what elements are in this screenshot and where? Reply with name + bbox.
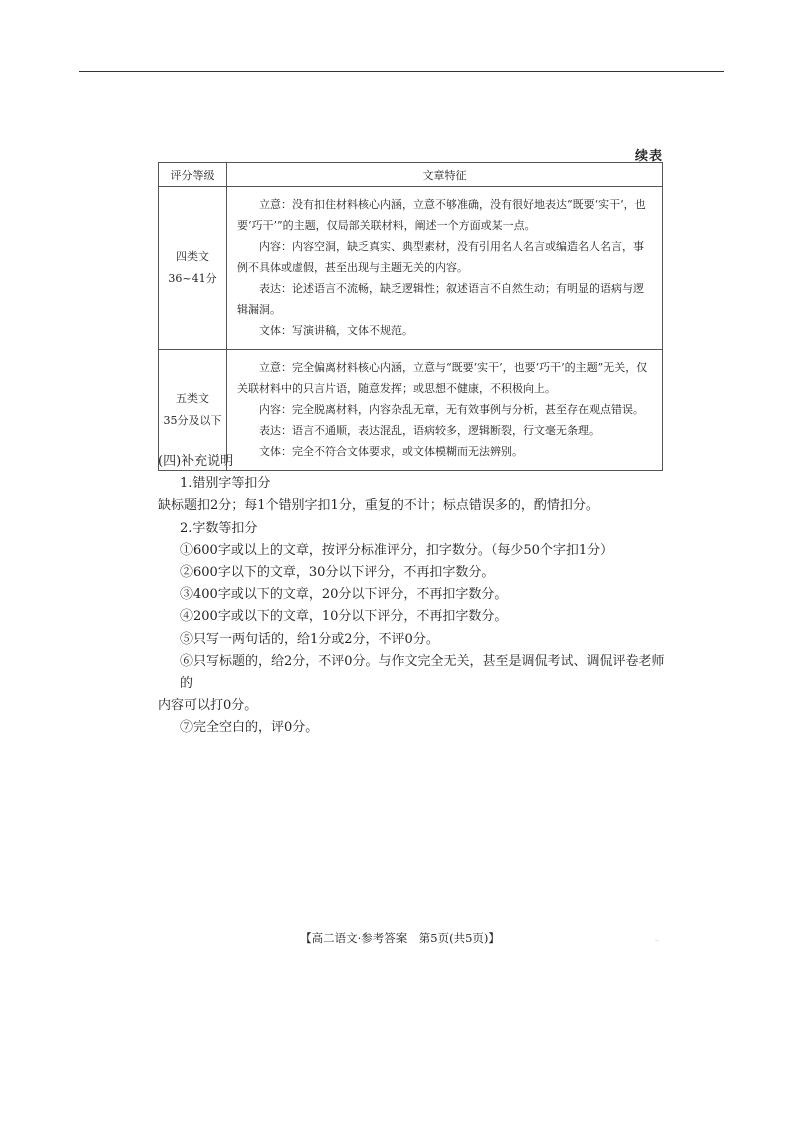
item1-text: 缺标题扣2分；每1个错别字扣1分，重复的不计；标点错误多的，酌情扣分。 bbox=[158, 498, 599, 514]
grading-table bbox=[158, 162, 663, 471]
rule-line: ⑥只写标题的，给2分，不评0分。与作文完全无关，甚至是调侃考试、调侃评卷老师的 bbox=[180, 653, 665, 692]
table-header-row bbox=[159, 163, 663, 187]
feature-line: 表达：语言不通顺，表达混乱，语病较多，逻辑断裂，行文毫无条理。 bbox=[259, 424, 600, 437]
level-score: 36~41分 bbox=[168, 272, 217, 285]
item1-title: 1.错别字等扣分 bbox=[180, 476, 271, 492]
supplementary-notes bbox=[158, 451, 668, 740]
rule-line: ⑤只写一两句话的，给1分或2分，不评0分。 bbox=[180, 631, 439, 647]
feature-line: 内容：内容空洞，缺乏真实、典型素材，没有引用名人名言或编造名人名言，事例不具体或虚假，甚至出现与主题无关的内容。 bbox=[237, 240, 644, 274]
top-rule bbox=[79, 71, 724, 72]
level-score: 35分及以下 bbox=[163, 414, 222, 427]
rule-line: ⑦完全空白的，评0分。 bbox=[180, 720, 319, 736]
feature-line: 立意：完全偏离材料核心内涵，立意与“既要‘实干’，也要‘巧干’的主题”无关，仅关联材料中的只言片语，随意发挥；或思想不健康，不积极向上。 bbox=[237, 361, 648, 395]
level-name: 五类文 bbox=[176, 392, 209, 405]
continued-label: 续表 bbox=[634, 149, 663, 164]
page-footer: 【高二语文·参考答案 第5页(共5页)】 bbox=[300, 931, 500, 945]
level-cell bbox=[159, 187, 227, 350]
rule-line-continued: 内容可以打0分。 bbox=[158, 698, 258, 714]
table-row bbox=[159, 187, 663, 350]
header-features: 文章特征 bbox=[227, 163, 663, 187]
feature-line: 文体：写演讲稿，文体不规范。 bbox=[259, 324, 413, 337]
rule-line: ④200字或以下的文章，10分以下评分，不再扣字数分。 bbox=[180, 609, 508, 625]
level-name: 四类文 bbox=[176, 250, 209, 263]
notes-heading: (四)补充说明 bbox=[158, 454, 234, 469]
feature-line: 表达：论述语言不流畅，缺乏逻辑性；叙述语言不自然生动；有明显的语病与逻辑漏洞。 bbox=[237, 282, 644, 316]
features-cell bbox=[227, 187, 663, 350]
item2-title: 2.字数等扣分 bbox=[180, 520, 258, 536]
corner-mark: .. bbox=[655, 936, 659, 943]
rule-line: ③400字或以下的文章，20分以下评分，不再扣字数分。 bbox=[180, 587, 508, 603]
rule-line: ①600字或以上的文章，按评分标准评分，扣字数分。（每少50个字扣1分） bbox=[180, 542, 614, 558]
feature-line: 内容：完全脱离材料，内容杂乱无章，无有效事例与分析，甚至存在观点错误。 bbox=[259, 403, 644, 416]
feature-line: 文体：完全不符合文体要求，或文体模糊而无法辨别。 bbox=[259, 445, 523, 458]
feature-line: 立意：没有扣住材料核心内涵，立意不够准确，没有很好地表达“既要‘实干’，也要‘巧干’”的主题，仅局部关联材料，阐述一个方面或某一点。 bbox=[237, 198, 646, 232]
header-level: 评分等级 bbox=[159, 163, 227, 187]
rule-line: ②600字以下的文章，30分以下评分，不再扣字数分。 bbox=[180, 565, 495, 581]
